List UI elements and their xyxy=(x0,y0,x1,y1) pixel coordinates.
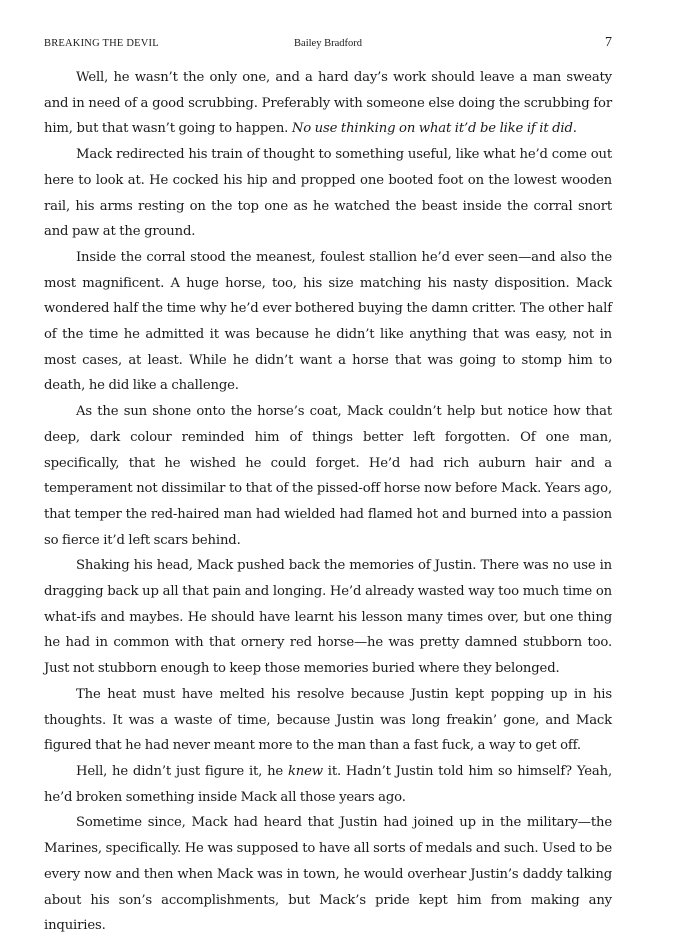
body-text xyxy=(44,65,612,939)
paragraph xyxy=(44,759,612,810)
italic-text: knew xyxy=(287,763,323,779)
paragraph xyxy=(44,142,612,245)
paragraph xyxy=(44,245,612,399)
page-number: 7 xyxy=(605,35,612,50)
book-title: BREAKING THE DEVIL xyxy=(44,38,159,49)
paragraph xyxy=(44,65,612,142)
paragraph-text: Hell, he didn’t just figure it, he xyxy=(76,763,288,779)
paragraph-text: Sometime since, Mack had heard that Justin had joined up in the military—the Marines, specifically. He was supposed to have all sorts of medals and such. Used to be every now and then when Mack was in town, he would overhear Justin’s daddy talking about his son’s accomplishments, but Mack’s pride kept him from making any inquiries. xyxy=(44,815,612,934)
paragraph-text: Inside the corral stood the meanest, foulest stallion he’d ever seen—and also the most magnificent. A huge horse, too, his size matching his nasty disposition. Mack wondered half the time why he’d ever bothered buying the damn critter. The other half of the time he admitted it was because he didn’t like anything that was easy, not in most cases, at least. While he didn’t want a horse that was going to stomp him to death, he did like a challenge. xyxy=(44,249,612,394)
paragraph-text: Well, he wasn’t the only one, and a hard day’s work should leave a man sweaty and in need of a good scrubbing. Preferably with someone else doing the scrubbing for him, but that wasn’t going to happen. xyxy=(44,70,612,137)
paragraph-text: Shaking his head, Mack pushed back the memories of Justin. There was no use in dragging back up all that pain and longing. He’d already wasted way too much time on what-ifs and maybes. He should have learnt his lesson many times over, but one thing he had in common with that ornery red horse—he was pretty damned stubborn too. Just not stubborn enough to keep those memories buried where they belonged. xyxy=(44,558,612,677)
running-header xyxy=(44,36,612,54)
paragraph-text: As the sun shone onto the horse’s coat, Mack couldn’t help but notice how that deep, dark colour reminded him of things better left forgotten. Of one man, specifically, that he wished he could forget. He’d had rich auburn hair and a temperament not dissimilar to that of the pissed-off horse now before Mack. Years ago, that temper the red-haired man had wielded had flamed hot and burned into a passion so fierce it’d left scars behind. xyxy=(44,404,612,548)
paragraph-text: The heat must have melted his resolve because Justin kept popping up in his thoughts. It was a waste of time, because Justin was long freakin’ gone, and Mack figured that he had never meant more to the man than a fast fuck, a way to get off. xyxy=(44,686,612,754)
paragraph-text: it. Hadn’t Justin told him so himself? Yeah, he’d broken something inside Mack all those years ago. xyxy=(44,763,612,805)
author-name: Bailey Bradford xyxy=(294,38,362,49)
paragraph-text: Mack redirected his train of thought to something useful, like what he’d come out here to look at. He cocked his hip and propped one booted foot on the lowest wooden rail, his arms resting on the top one as he watched the beast inside the corral snort and paw at the ground. xyxy=(44,147,612,240)
paragraph xyxy=(44,553,612,682)
italic-text: No use thinking on what it’d be like if it did. xyxy=(291,121,577,137)
paragraph xyxy=(44,810,612,939)
paragraph xyxy=(44,682,612,759)
paragraph xyxy=(44,399,612,553)
